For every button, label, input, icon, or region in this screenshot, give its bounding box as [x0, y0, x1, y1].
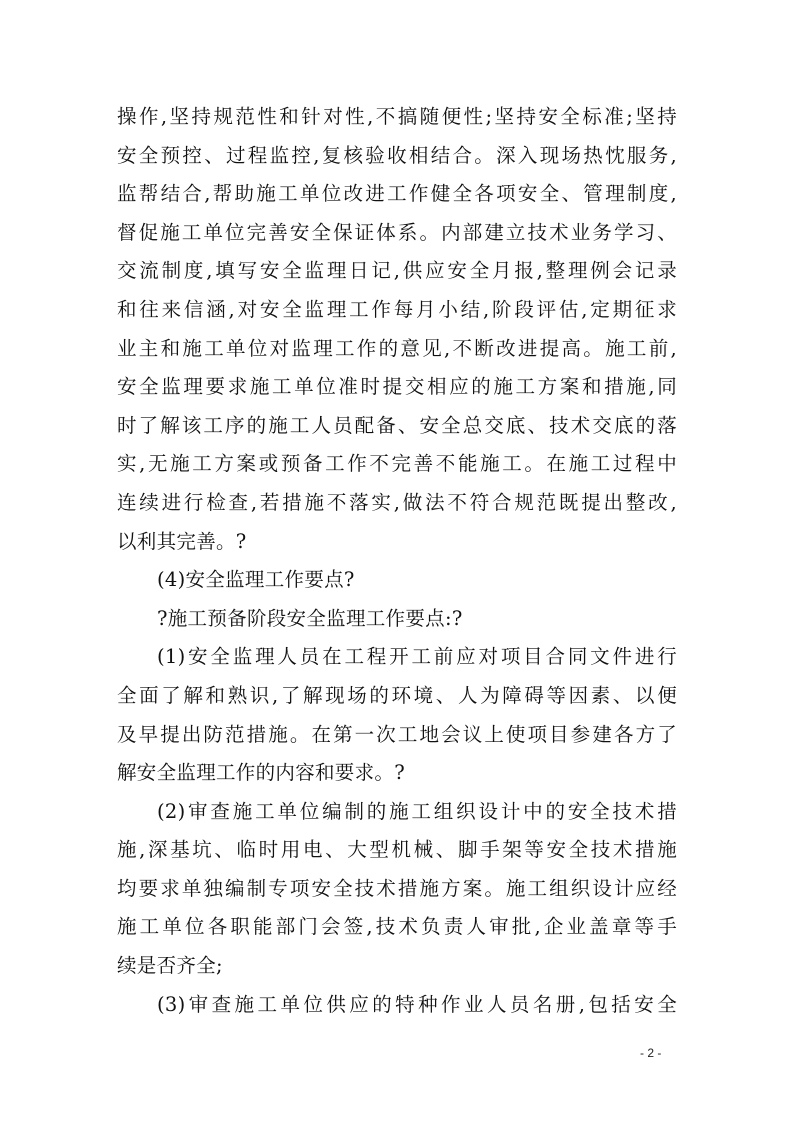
subsection-heading: ?施工预备阶段安全监理工作要点:? — [157, 606, 463, 630]
text-line: 时了解该工序的施工人员配备、安全总交底、技术交底的落 — [117, 413, 677, 437]
text-line: 施,深基坑、临时用电、大型机械、脚手架等安全技术措施 — [117, 838, 677, 862]
text-line: (1)安全监理人员在工程开工前应对项目合同文件进行 — [157, 645, 677, 669]
text-line: 监帮结合,帮助施工单位改进工作健全各项安全、管理制度, — [117, 182, 677, 206]
text-line: 安全监理要求施工单位准时提交相应的施工方案和措施,同 — [117, 375, 677, 399]
text-line: 以利其完善。? — [117, 529, 247, 553]
text-line: 解安全监理工作的内容和要求。? — [117, 761, 405, 785]
text-line: 交流制度,填写安全监理日记,供应安全月报,整理例会记录 — [117, 259, 677, 283]
text-line: 实,无施工方案或预备工作不完善不能施工。在施工过程中 — [117, 452, 677, 476]
text-line: 督促施工单位完善安全保证体系。内部建立技术业务学习、 — [117, 220, 677, 244]
text-line: 均要求单独编制专项安全技术措施方案。施工组织设计应经 — [117, 876, 677, 900]
text-line: 及早提出防范措施。在第一次工地会议上使项目参建各方了 — [117, 722, 677, 746]
text-line: (2)审查施工单位编制的施工组织设计中的安全技术措 — [157, 799, 677, 823]
section-heading: (4)安全监理工作要点? — [157, 568, 355, 592]
text-line: 全面了解和熟识,了解现场的环境、人为障碍等因素、以便 — [117, 683, 677, 707]
text-line: 操作,坚持规范性和针对性,不搞随便性;坚持安全标准;坚持 — [117, 105, 677, 128]
document-body — [117, 98, 677, 1024]
page-number: - 2 - — [640, 1046, 662, 1060]
text-line: 业主和施工单位对监理工作的意见,不断改进提高。施工前, — [117, 336, 677, 360]
text-line: 连续进行检查,若措施不落实,做法不符合规范既提出整改, — [117, 490, 677, 514]
text-line: 安全预控、过程监控,复核验收相结合。深入现场热忱服务, — [117, 143, 677, 167]
text-line: 和往来信涵,对安全监理工作每月小结,阶段评估,定期征求 — [117, 297, 677, 321]
text-line: 续是否齐全; — [117, 954, 223, 978]
text-line: 施工单位各职能部门会签,技术负责人审批,企业盖章等手 — [117, 915, 677, 939]
text-line: (3)审查施工单位供应的特种作业人员名册,包括安全 — [157, 992, 677, 1016]
